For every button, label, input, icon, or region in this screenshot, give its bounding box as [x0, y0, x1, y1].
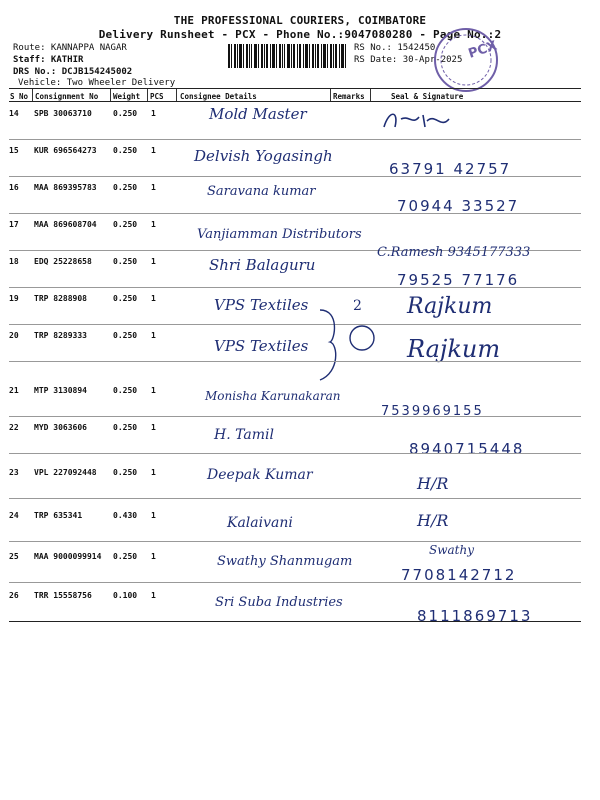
table-row — [9, 505, 581, 542]
row-consignee: Kalaivani — [227, 515, 293, 531]
row-consignee: H. Tamil — [214, 427, 274, 443]
col-pcs: PCS — [150, 92, 164, 101]
rs-date-label: RS Date: 30-Apr-2025 — [354, 55, 463, 65]
row-pcs: 1 — [151, 331, 156, 340]
col-consignee: Consignee Details — [180, 92, 257, 101]
col-divider — [176, 89, 177, 101]
row-sno: 14 — [9, 109, 19, 118]
row-pcs: 1 — [151, 257, 156, 266]
row-signature: 7539969155 — [381, 404, 484, 419]
row-consignee: Saravana kumar — [207, 184, 316, 199]
row-signature: Rajkum — [407, 335, 501, 363]
row-pcs: 1 — [151, 511, 156, 520]
row-divider — [9, 453, 581, 454]
row-signature: Rajkum — [407, 294, 493, 319]
row-divider — [9, 621, 581, 622]
row-pcs: 1 — [151, 386, 156, 395]
row-consignee: Delvish Yogasingh — [194, 147, 333, 165]
table-row — [9, 380, 581, 417]
stamp-text: PCX — [466, 38, 499, 62]
col-divider — [370, 89, 371, 101]
table-row — [9, 245, 581, 289]
row-sno: 22 — [9, 423, 19, 432]
row-sno: 17 — [9, 220, 19, 229]
row-sno: 24 — [9, 511, 19, 520]
barcode-image — [228, 44, 346, 68]
row-signature-note: Swathy — [429, 543, 474, 557]
row-consignment: TRR 15558756 — [34, 591, 92, 600]
runsheet-subtitle: Delivery Runsheet - PCX - Phone No.:9047080280 - Page No.:2 — [98, 28, 502, 41]
row-consignment: MAA 869608704 — [34, 220, 97, 229]
row-weight: 0.250 — [113, 183, 138, 192]
row-weight: 0.250 — [113, 423, 138, 432]
row-consignee: Mold Master — [209, 105, 307, 123]
row-weight: 0.250 — [113, 109, 138, 118]
row-weight: 0.250 — [113, 331, 138, 340]
row-pcs: 1 — [151, 591, 156, 600]
row-sno: 23 — [9, 468, 19, 477]
row-weight: 0.250 — [113, 257, 138, 266]
table-header-rule — [9, 101, 581, 102]
col-divider — [330, 89, 331, 101]
row-consignment: KUR 696564273 — [34, 146, 97, 155]
row-sno: 15 — [9, 146, 19, 155]
table-row — [9, 543, 581, 584]
row-pcs: 1 — [151, 183, 156, 192]
row-consignment: TRP 8289333 — [34, 331, 87, 340]
row-consignment: MAA 869395783 — [34, 183, 97, 192]
row-signature: H/R — [417, 474, 449, 493]
row-pcs: 1 — [151, 294, 156, 303]
col-divider — [147, 89, 148, 101]
row-divider — [9, 541, 581, 542]
table-row — [9, 462, 581, 499]
company-title: THE PROFESSIONAL COURIERS, COIMBATORE — [173, 14, 427, 27]
row-weight: 0.100 — [113, 591, 138, 600]
row-consignment: MTP 3130894 — [34, 386, 87, 395]
col-divider — [110, 89, 111, 101]
col-sno: S No — [10, 92, 29, 101]
row-weight: 0.250 — [113, 294, 138, 303]
row-sno: 21 — [9, 386, 19, 395]
pcx-stamp — [420, 20, 508, 96]
row-consignment: TRP 8288908 — [34, 294, 87, 303]
row-pcs: 1 — [151, 220, 156, 229]
row-pcs: 1 — [151, 468, 156, 477]
vehicle-label: Vehicle: Two Wheeler Delivery — [18, 78, 176, 88]
row-consignee: Swathy Shanmugam — [217, 554, 353, 569]
row-signature: 63791 42757 — [389, 160, 512, 178]
row-divider — [9, 582, 581, 583]
row-pcs: 1 — [151, 423, 156, 432]
col-consignment: Consignment No — [35, 92, 99, 101]
row-signature: H/R — [417, 511, 449, 530]
rs-no-label: RS No.: 1542450 — [354, 43, 436, 53]
row-pcs: 1 — [151, 109, 156, 118]
row-consignee: Monisha Karunakaran — [205, 389, 341, 403]
row-consignee: VPS Textiles — [214, 296, 309, 314]
row-consignee: Vanjiamman Distributors — [197, 227, 362, 242]
row-sno: 16 — [9, 183, 19, 192]
signature-scribble — [379, 105, 459, 135]
row-divider — [9, 498, 581, 499]
row-consignment: MAA 9000099914 — [34, 552, 102, 561]
table-top-rule — [9, 88, 581, 89]
row-signature: 70944 33527 — [397, 197, 520, 215]
col-divider — [32, 89, 33, 101]
row-consignee: Sri Suba Industries — [215, 595, 343, 610]
row-divider — [9, 361, 581, 362]
staff-label: Staff: KATHIR — [13, 55, 84, 65]
row-sno: 26 — [9, 591, 19, 600]
row-consignment: MYD 3063606 — [34, 423, 87, 432]
row-consignee: VPS Textiles — [214, 337, 309, 355]
table-row — [9, 325, 581, 362]
row-weight: 0.250 — [113, 220, 138, 229]
row-pcs: 1 — [151, 146, 156, 155]
row-consignment: TRP 635341 — [34, 511, 83, 520]
row-weight: 0.250 — [113, 468, 138, 477]
row-weight: 0.430 — [113, 511, 138, 520]
row-signature-note: C.Ramesh 9345177333 — [377, 245, 531, 260]
row-consignment: EDQ 25228658 — [34, 257, 92, 266]
row-consignee: Shri Balaguru — [209, 256, 316, 274]
col-seal-signature: Seal & Signature — [391, 92, 464, 101]
row-sno: 18 — [9, 257, 19, 266]
row-signature: 8111869713 — [417, 607, 533, 625]
row-consignment: VPL 227092448 — [34, 468, 97, 477]
table-row — [9, 140, 581, 177]
row-sno: 25 — [9, 552, 19, 561]
route-label: Route: KANNAPPA NAGAR — [13, 43, 127, 53]
table-row — [9, 288, 581, 325]
row-weight: 0.250 — [113, 146, 138, 155]
row-weight: 0.250 — [113, 552, 138, 561]
drs-label: DRS No.: DCJB154245002 — [13, 67, 133, 77]
row-signature: 79525 77176 — [397, 271, 520, 289]
row-consignment: SPB 30063710 — [34, 109, 92, 118]
row-signature: 8940715448 — [409, 440, 525, 458]
row-sno: 19 — [9, 294, 19, 303]
col-remarks: Remarks — [333, 92, 365, 101]
row-weight: 0.250 — [113, 386, 138, 395]
col-weight: Weight — [113, 92, 141, 101]
table-row — [9, 585, 581, 625]
table-row — [9, 103, 581, 140]
table-row — [9, 417, 581, 458]
row-sno: 20 — [9, 331, 19, 340]
table-row — [9, 177, 581, 214]
row-pcs: 1 — [151, 552, 156, 561]
row-count-note: 2 — [353, 298, 362, 314]
row-signature: 7708142712 — [401, 566, 517, 584]
row-consignee: Deepak Kumar — [207, 467, 313, 483]
